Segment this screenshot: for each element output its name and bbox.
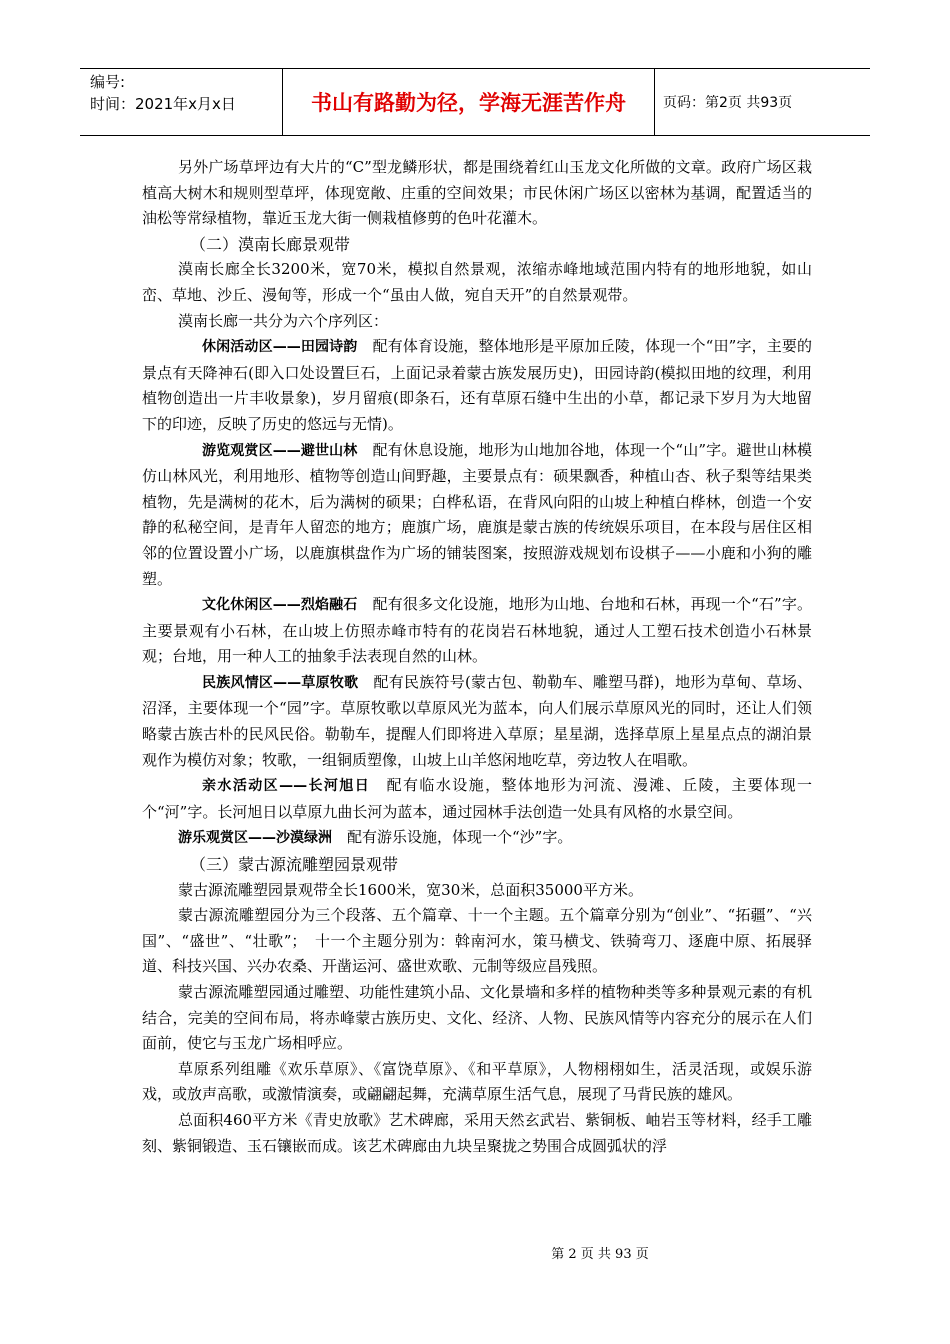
zone-text: 配有民族符号(蒙古包、勒勒车、雕塑马群)，地形为草甸、草场、沼泽，主要体现一个“园”字。草原牧歌以草原风光为蓝本，向人们展示草原风光的同时，还让人们领略蒙古族古朴的民风民俗。勒勒车，提醒人们即将进入草原；星星湖，选择草原上星星点点的湖泊景观作为模仿对象；牧歌，一组铜质塑像，山坡上山羊悠闲地吃草，旁边牧人在唱歌。: [142, 672, 812, 769]
page-footer: [0, 1243, 950, 1262]
zone-title: 民族风情区——草原牧歌: [202, 674, 359, 691]
header-motto: 书山有路勤为径，学海无涯苦作舟: [283, 69, 655, 135]
paragraph: 草原系列组雕《欢乐草原》、《富饶草原》、《和平草原》，人物栩栩如生，活灵活现，或娱乐游戏，或放声高歌，或激情演奏，或翩翩起舞，充满草原生活气息，展现了马背民族的雄风。: [142, 1059, 812, 1104]
zone-title: 游乐观赏区——沙漠绿洲: [178, 830, 332, 847]
section-heading: （三）蒙古源流雕塑园景观带: [190, 855, 399, 875]
paragraph: 另外广场草坪边有大片的“C”型龙鳞形状，都是围绕着红山玉龙文化所做的文章。政府广场区栽植高大树木和规则型草坪，体现宽敞、庄重的空间效果；市民休闲广场区以密林为基调，配置适当的油松等常绿植物，靠近玉龙大街一侧栽植修剪的色叶花灌木。: [142, 158, 812, 228]
zone-text: 配有体育设施，整体地形是平原加丘陵，体现一个“田”字，主要的景点有天降神石(即入口处设置巨石，上面记录着蒙古族发展历史)，田园诗韵(模拟田地的纹理，利用植物创造出一片丰收景象)，岁月留痕(即条石，还有草原石缝中生出的小草，都记录下岁月为大地留下的印迹，反映了历史的悠远与无情)。: [142, 337, 813, 433]
header-page-info: 页码：第2页 共93页: [663, 95, 793, 111]
zone-text: 配有休息设施，地形为山地加谷地，体现一个“山”字。避世山林模仿山林风光，利用地形、植物等创造山间野趣，主要景点有：硕果飘香，种植山杏、秋子梨等结果类植物，先是满树的花木，后为满树的硕果；白桦私语，在背风向阳的山坡上种植白桦林，创造一个安静的私秘空间，是青年人留恋的地方；鹿旗广场，鹿旗是蒙古族的传统娱乐项目，在本段与居住区相邻的位置设置小广场，以鹿旗棋盘作为广场的铺装图案，按照游戏规划布设棋子——小鹿和小狗的雕塑。: [142, 440, 813, 588]
zone-text: 配有临水设施，整体地形为河流、漫滩、丘陵，主要体现一个“河”字。长河旭日以草原九曲长河为蓝本，通过园林手法创造一处具有风格的水景空间。: [142, 776, 812, 821]
paragraph: 蒙古源流雕塑园分为三个段落、五个篇章、十一个主题。五个篇章分别为“创业”、“拓疆”、“兴国”、“盛世”、“壮歌”； 十一个主题分别为：斡南河水，策马横戈、铁骑弯刀、逐鹿中原、拓展驿道、科技兴国、兴办农桑、开凿运河、盛世欢歌、元制等级应昌残照。: [142, 906, 812, 976]
doc-number-label: 编号:: [90, 73, 126, 91]
zone-paragraph: [142, 773, 812, 825]
paragraph: 蒙古源流雕塑园通过雕塑、功能性建筑小品、文化景墙和多样的植物种类等多种景观元素的有机结合，完美的空间布局，将赤峰蒙古族历史、文化、经济、人物、民族风情等内容充分的展示在人们面前，使它与玉龙广场相呼应。: [142, 983, 812, 1053]
paragraph: 漠南长廊一共分为六个序列区：: [178, 311, 389, 330]
zone-paragraph: [142, 334, 812, 437]
zone-paragraph: [142, 438, 812, 593]
zone-title: 休闲活动区——田园诗韵: [202, 339, 358, 356]
section-heading: （二）漠南长廊景观带: [190, 234, 351, 254]
paragraph: 漠南长廊全长3200米，宽70米，模拟自然景观，浓缩赤峰地域范围内特有的地形地貌，如山峦、草地、沙丘、漫甸等，形成一个“虽由人做，宛自天开”的自然景观带。: [142, 260, 812, 304]
zone-paragraph: [142, 670, 812, 773]
paragraph: 蒙古源流雕塑园景观带全长1600米，宽30米，总面积35000平方米。: [178, 880, 643, 899]
zone-paragraph: [142, 592, 812, 670]
paragraph: 总面积460平方米《青史放歌》艺术碑廊，采用天然玄武岩、紫铜板、岫岩玉等材料，经手工雕刻、紫铜锻造、玉石镶嵌而成。该艺术碑廊由九块呈聚拢之势围合成圆弧状的浮: [142, 1110, 812, 1155]
zone-title: 亲水活动区——长河旭日: [202, 778, 371, 795]
footer-page-number: 第 2 页 共 93 页: [551, 1247, 649, 1262]
zone-title: 游览观赏区——避世山林: [202, 442, 358, 459]
doc-date: 时间：2021年x月x日: [90, 95, 236, 113]
zone-text: 配有游乐设施，体现一个“沙”字。: [332, 828, 573, 847]
header-meta: [80, 69, 283, 135]
document-body: [142, 155, 812, 1159]
zone-text: 配有很多文化设施，地形为山地、台地和石林，再现一个“石”字。主要景观有小石林，在山坡上仿照赤峰市特有的花岗岩石林地貌，通过人工塑石技术创造小石林景观；台地，用一种人工的抽象手法表现自然的山林。: [142, 595, 813, 666]
zone-paragraph: [142, 825, 812, 852]
zone-title: 文化休闲区——烈焰融石: [202, 597, 358, 614]
page-header: [80, 68, 870, 136]
